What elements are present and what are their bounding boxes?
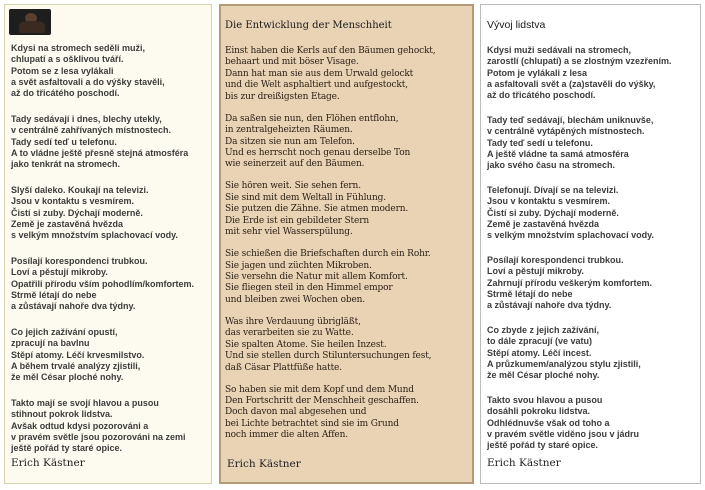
german-original-panel bbox=[219, 4, 474, 484]
stanza: Posílají korespondenci trubkou. Loví a pěstují mikroby. Zahrnují přírodu veškerým komfortem. Strmě létají do nebe a zůstávají nahoře dva týdny. bbox=[487, 254, 653, 311]
stanza: So haben sie mit dem Kopf und dem Mund Den Fortschritt der Menschheit geschaffen. Doch davon mal abgesehen und bei Lichte betrachtet sind sie im Grund noch immer die alten Affen. bbox=[225, 384, 419, 441]
poem-body bbox=[225, 46, 435, 452]
stanza: Telefonují. Dívají se na televizi. Jsou v kontaktu s vesmírem. Čistí si zuby. Dýchají moderně. Země je zastavěná hvězda s velkým množstvím splachovací vody. bbox=[487, 184, 654, 241]
stanza: Kdysi na stromech seděli muži, chlupatí a s ošklivou tváří. Potom se z lesa vylákali a svět asfaltovali a do výšky stavěli, až do třicátého poschodí. bbox=[11, 43, 165, 99]
stanza: Was ihre Verdauung übrigläßt, das verarbeiten sie zu Watte. Sie spalten Atome. Sie heilen Inzest. Und sie stellen durch Stiluntersuchungen fest, daß Cäsar Plattfüße hatte. bbox=[225, 316, 432, 373]
stanza: Takto mají se svojí hlavou a pusou stihnout pokrok lidstva. Avšak odtud kdysi pozorováni a v pravém světle jsou pozorováni na zemi ještě pořád ty staré opice. bbox=[11, 397, 186, 454]
czech-translation-panel-1 bbox=[4, 4, 212, 484]
czech-translation-panel-2 bbox=[480, 4, 701, 484]
stanza: Posílají korespondenci trubkou. Loví a pěstují mikroby. Opatřili přírodu vším pohodlím/komfortem. Strmě létají do nebe a zůstávají nahoře dva týdny. bbox=[11, 255, 195, 312]
poem-body bbox=[487, 45, 672, 465]
stanza: Co zbyde z jejich zažívání, to dále zpracují (ve vatu) Stěpí atomy. Léčí incest. A průzkumem/analýzou stylu zjistili, že měl César ploché nohy. bbox=[487, 324, 641, 381]
poem-body bbox=[11, 43, 194, 469]
stanza: Takto svou hlavou a pusou dosáhli pokroku lidstva. Odhlédnuvše však od toho a v pravém světle viděno jsou v jádru ještě pořád ty staré opice. bbox=[487, 394, 640, 451]
author-signature: Erich Kästner bbox=[227, 458, 301, 470]
stanza: Slyší daleko. Koukají na televizi. Jsou v kontaktu s vesmírem. Čistí si zuby. Dýchají moderně. Země je zastavěná hvězda s velkým množstvím splachovací vody. bbox=[11, 184, 178, 241]
stanza: Einst haben die Kerls auf den Bäumen gehockt, behaart und mit böser Visage. Dann hat man sie aus dem Urwald gelockt und die Welt asphaltiert und aufgestockt, bis zur dreißigsten Etage. bbox=[225, 46, 436, 102]
stanza: Co jejich zažívání opustí, zpracují na bavlnu Stěpí atomy. Léčí krvesmilstvo. A během trvalé analýzy zjistili, že měl César ploché nohy. bbox=[11, 326, 145, 383]
poem-title: Die Entwicklung der Menschheit bbox=[225, 20, 392, 31]
poem-title: Vývoj lidstva bbox=[487, 19, 546, 31]
stanza: Da saßen sie nun, den Flöhen entflohn, in zentralgeheizten Räumen. Da sitzen sie nun am Telefon. Und es herrscht noch genau derselbe Ton wie seinerzeit auf den Bäumen. bbox=[225, 113, 411, 170]
author-signature: Erich Kästner bbox=[487, 457, 561, 469]
stanza: Tady teď sedávají, blechám uniknuvše, v centrálně vytápěných místnostech. Tady teď sedí u telefonu. A ještě vládne ta samá atmosféra jako svého času na stromech. bbox=[487, 114, 654, 171]
author-signature: Erich Kästner bbox=[11, 457, 85, 469]
stanza: Sie schießen die Briefschaften durch ein Rohr. Sie jagen und züchten Mikroben. Sie versehn die Natur mit allem Komfort. Sie fliegen steil in den Himmel empor und bleiben zwei Wochen oben. bbox=[225, 249, 431, 305]
stanza: Sie hören weit. Sie sehen fern. Sie sind mit dem Weltall in Fühlung. Sie putzen die Zähne. Sie atmen modern. Die Erde ist ein gebildeter Stern mit sehr viel Wasserspülung. bbox=[225, 181, 409, 238]
stanza: Kdysi muži sedávali na stromech, zarostlí (chlupatí) a se zlostným vzezřením. Potom je vylákali z lesa a asfaltovali svět a (za)stavěli do výšky, až do třicátého poschodí. bbox=[487, 45, 672, 101]
author-photo-thumbnail bbox=[9, 9, 51, 35]
stanza: Tady sedávají i dnes, blechy utekly, v centrálně zahřívaných místnostech. Tady sedí teď u telefonu. A to vládne ještě přesně stejná atmosféra jako tenkrát na stromech. bbox=[11, 113, 189, 170]
